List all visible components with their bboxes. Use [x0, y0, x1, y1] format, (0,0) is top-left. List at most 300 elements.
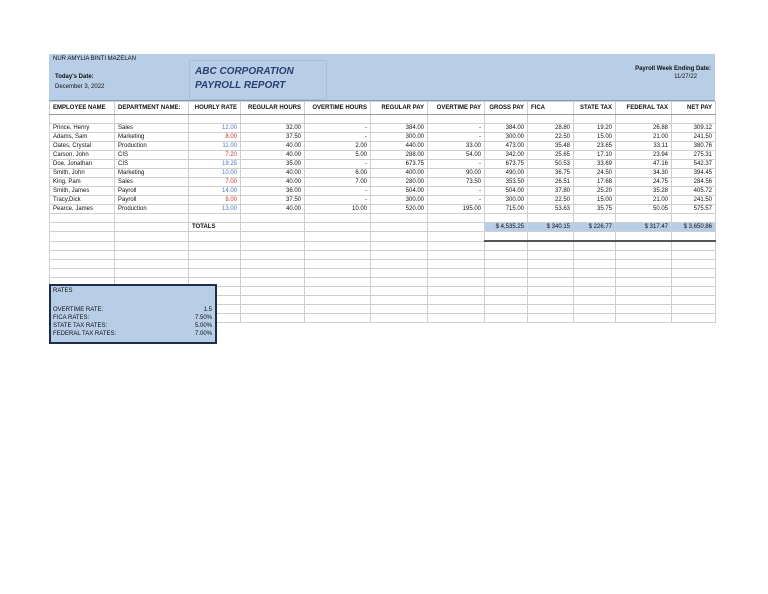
empty-cell[interactable]	[371, 269, 428, 278]
empty-cell[interactable]	[189, 232, 241, 242]
table-row	[50, 160, 716, 169]
empty-cell[interactable]	[115, 115, 189, 124]
cell-net[interactable]: 394.45	[672, 169, 716, 178]
empty-cell[interactable]	[672, 269, 716, 278]
cell-reg-pay[interactable]: 520.00	[371, 205, 428, 214]
cell-fica[interactable]: 25.65	[528, 151, 574, 160]
payroll-sheet	[49, 54, 715, 337]
cell-reg-pay[interactable]: 300.00	[371, 196, 428, 205]
cell-name[interactable]: Doe, Jonathan	[50, 160, 115, 169]
column-header[interactable]: STATE TAX	[574, 102, 616, 115]
empty-cell[interactable]	[485, 251, 528, 260]
report-title[interactable]: PAYROLL REPORT	[195, 80, 286, 91]
empty-cell[interactable]	[241, 269, 305, 278]
cell-reg-hours[interactable]: 36.00	[241, 187, 305, 196]
cell-state[interactable]: 19.20	[574, 124, 616, 133]
empty-cell[interactable]	[672, 241, 716, 251]
empty-cell[interactable]	[528, 269, 574, 278]
cell-rate[interactable]: 14.00	[189, 187, 241, 196]
cell-name[interactable]: Tracy,Dick	[50, 196, 115, 205]
cell-fica[interactable]: 28.80	[528, 124, 574, 133]
cell-gross[interactable]: 504.00	[485, 187, 528, 196]
cell-state[interactable]: 17.68	[574, 178, 616, 187]
empty-cell[interactable]	[428, 287, 485, 296]
empty-cell[interactable]	[528, 314, 574, 323]
empty-cell[interactable]	[50, 223, 115, 232]
cell-net[interactable]: 380.76	[672, 142, 716, 151]
cell-federal[interactable]: 33.11	[616, 142, 672, 151]
cell-name[interactable]: Adams, Sam	[50, 133, 115, 142]
empty-cell[interactable]	[672, 287, 716, 296]
empty-cell[interactable]	[305, 223, 371, 232]
empty-cell[interactable]	[305, 232, 371, 242]
cell-rate[interactable]: 8.00	[189, 133, 241, 142]
cell-gross[interactable]: 384.00	[485, 124, 528, 133]
empty-cell[interactable]	[528, 251, 574, 260]
cell-ot-hours[interactable]: 7.00	[305, 178, 371, 187]
empty-cell[interactable]	[189, 269, 241, 278]
cell-gross[interactable]: 353.50	[485, 178, 528, 187]
cell-federal[interactable]: 24.75	[616, 178, 672, 187]
cell-dept[interactable]: Payroll	[115, 196, 189, 205]
empty-cell[interactable]	[305, 251, 371, 260]
empty-cell[interactable]	[574, 241, 616, 251]
empty-row	[50, 232, 716, 242]
empty-cell[interactable]	[371, 296, 428, 305]
empty-cell[interactable]	[616, 269, 672, 278]
total-state[interactable]: $ 226.77	[574, 223, 616, 232]
empty-cell[interactable]	[574, 232, 616, 242]
table-row	[50, 205, 716, 214]
cell-state[interactable]: 15.00	[574, 133, 616, 142]
empty-cell[interactable]	[371, 115, 428, 124]
cell-fica[interactable]: 37.80	[528, 187, 574, 196]
empty-cell[interactable]	[574, 296, 616, 305]
cell-gross[interactable]: 715.00	[485, 205, 528, 214]
cell-state[interactable]: 33.69	[574, 160, 616, 169]
column-header[interactable]: OVERTIME HOURS	[305, 102, 371, 115]
empty-cell[interactable]	[528, 278, 574, 287]
empty-cell[interactable]	[616, 241, 672, 251]
cell-ot-pay[interactable]: -	[428, 133, 485, 142]
empty-cell[interactable]	[528, 115, 574, 124]
cell-fica[interactable]: 50.53	[528, 160, 574, 169]
empty-cell[interactable]	[428, 251, 485, 260]
cell-name[interactable]: Prince, Henry	[50, 124, 115, 133]
rates-title[interactable]: RATES	[53, 288, 73, 294]
column-header[interactable]: REGULAR PAY	[371, 102, 428, 115]
cell-net[interactable]: 284.56	[672, 178, 716, 187]
empty-cell[interactable]	[305, 287, 371, 296]
cell-rate[interactable]: 8.00	[189, 196, 241, 205]
column-header[interactable]: OVERTIME PAY	[428, 102, 485, 115]
empty-cell[interactable]	[485, 269, 528, 278]
cell-ot-pay[interactable]: -	[428, 187, 485, 196]
empty-cell[interactable]	[616, 115, 672, 124]
empty-cell[interactable]	[574, 278, 616, 287]
empty-cell[interactable]	[616, 232, 672, 242]
cell-fica[interactable]: 36.75	[528, 169, 574, 178]
rate-label: FICA RATES:	[53, 315, 90, 321]
cell-gross[interactable]: 342.00	[485, 151, 528, 160]
empty-cell[interactable]	[241, 314, 305, 323]
cell-net[interactable]: 542.37	[672, 160, 716, 169]
cell-rate[interactable]: 13.00	[189, 205, 241, 214]
empty-cell[interactable]	[189, 115, 241, 124]
empty-cell[interactable]	[428, 241, 485, 251]
cell-ot-pay[interactable]: 54.00	[428, 151, 485, 160]
cell-federal[interactable]: 23.94	[616, 151, 672, 160]
empty-cell[interactable]	[485, 232, 528, 242]
empty-cell[interactable]	[528, 232, 574, 242]
empty-cell[interactable]	[672, 305, 716, 314]
cell-ot-hours[interactable]: 5.00	[305, 151, 371, 160]
empty-cell[interactable]	[428, 269, 485, 278]
empty-cell[interactable]	[428, 232, 485, 242]
period-label[interactable]: Payroll Week Ending Date:	[635, 66, 711, 72]
empty-cell[interactable]	[371, 223, 428, 232]
empty-cell[interactable]	[485, 115, 528, 124]
empty-cell[interactable]	[115, 214, 189, 223]
cell-ot-pay[interactable]: -	[428, 196, 485, 205]
empty-cell[interactable]	[428, 305, 485, 314]
empty-cell[interactable]	[672, 278, 716, 287]
empty-cell[interactable]	[574, 251, 616, 260]
empty-cell[interactable]	[428, 314, 485, 323]
empty-cell[interactable]	[189, 251, 241, 260]
cell-ot-pay[interactable]: 195.00	[428, 205, 485, 214]
cell-rate[interactable]: 12.00	[189, 124, 241, 133]
empty-cell[interactable]	[616, 296, 672, 305]
empty-cell[interactable]	[50, 260, 115, 269]
empty-cell[interactable]	[305, 241, 371, 251]
cell-reg-hours[interactable]: 40.00	[241, 169, 305, 178]
cell-federal[interactable]: 34.30	[616, 169, 672, 178]
cell-state[interactable]: 23.65	[574, 142, 616, 151]
empty-cell[interactable]	[672, 260, 716, 269]
total-gross[interactable]: $ 4,535.25	[485, 223, 528, 232]
rate-row[interactable]	[53, 306, 212, 314]
cell-federal[interactable]: 47.16	[616, 160, 672, 169]
empty-cell[interactable]	[241, 223, 305, 232]
empty-cell[interactable]	[428, 223, 485, 232]
cell-dept[interactable]: Production	[115, 142, 189, 151]
cell-reg-pay[interactable]: 300.00	[371, 133, 428, 142]
column-header[interactable]: FICA	[528, 102, 574, 115]
empty-cell[interactable]	[574, 214, 616, 223]
cell-rate[interactable]: 19.25	[189, 160, 241, 169]
empty-cell[interactable]	[616, 278, 672, 287]
empty-cell[interactable]	[574, 314, 616, 323]
cell-reg-hours[interactable]: 32.00	[241, 124, 305, 133]
cell-fica[interactable]: 22.50	[528, 133, 574, 142]
column-header[interactable]: DEPARTMENT NAME:	[115, 102, 189, 115]
today-value[interactable]: December 3, 2022	[55, 84, 105, 90]
empty-cell[interactable]	[428, 278, 485, 287]
empty-row	[50, 241, 716, 251]
table-row	[50, 151, 716, 160]
empty-cell[interactable]	[371, 314, 428, 323]
cell-ot-hours[interactable]: 10.00	[305, 205, 371, 214]
column-header[interactable]: FEDERAL TAX	[616, 102, 672, 115]
empty-cell[interactable]	[371, 232, 428, 242]
empty-cell[interactable]	[371, 287, 428, 296]
empty-cell[interactable]	[115, 223, 189, 232]
cell-reg-pay[interactable]: 504.00	[371, 187, 428, 196]
cell-reg-hours[interactable]: 37.50	[241, 133, 305, 142]
cell-fica[interactable]: 22.50	[528, 196, 574, 205]
empty-cell[interactable]	[428, 296, 485, 305]
author-name[interactable]: NUR AMYLIA BINTI MAZELAN	[53, 56, 137, 62]
cell-net[interactable]: 241.50	[672, 133, 716, 142]
cell-fica[interactable]: 35.48	[528, 142, 574, 151]
empty-cell[interactable]	[371, 241, 428, 251]
cell-state[interactable]: 35.75	[574, 205, 616, 214]
cell-dept[interactable]: Marketing	[115, 133, 189, 142]
empty-cell[interactable]	[616, 260, 672, 269]
empty-row	[50, 269, 716, 278]
cell-net[interactable]: 275.31	[672, 151, 716, 160]
column-header[interactable]: HOURLY RATE	[189, 102, 241, 115]
empty-cell[interactable]	[528, 260, 574, 269]
empty-cell[interactable]	[485, 214, 528, 223]
table-row	[50, 133, 716, 142]
table-row	[50, 169, 716, 178]
empty-cell[interactable]	[50, 269, 115, 278]
cell-name[interactable]: Smith, James	[50, 187, 115, 196]
cell-reg-pay[interactable]: 440.00	[371, 142, 428, 151]
empty-cell[interactable]	[241, 251, 305, 260]
cell-dept[interactable]: Payroll	[115, 187, 189, 196]
empty-cell[interactable]	[574, 287, 616, 296]
empty-cell[interactable]	[115, 241, 189, 251]
cell-ot-hours[interactable]: -	[305, 124, 371, 133]
cell-ot-pay[interactable]: 73.50	[428, 178, 485, 187]
empty-cell[interactable]	[616, 314, 672, 323]
empty-cell[interactable]	[305, 214, 371, 223]
empty-cell[interactable]	[428, 214, 485, 223]
empty-cell[interactable]	[115, 260, 189, 269]
empty-cell[interactable]	[485, 260, 528, 269]
empty-cell[interactable]	[305, 269, 371, 278]
empty-cell[interactable]	[428, 115, 485, 124]
cell-federal[interactable]: 21.00	[616, 196, 672, 205]
empty-cell[interactable]	[371, 278, 428, 287]
cell-reg-pay[interactable]: 384.00	[371, 124, 428, 133]
empty-cell[interactable]	[189, 260, 241, 269]
cell-name[interactable]: King, Pam	[50, 178, 115, 187]
empty-cell[interactable]	[305, 305, 371, 314]
period-value[interactable]: 11/27/22	[674, 74, 697, 80]
empty-cell[interactable]	[305, 296, 371, 305]
empty-cell[interactable]	[305, 278, 371, 287]
cell-name[interactable]: Smith, John	[50, 169, 115, 178]
empty-cell[interactable]	[305, 115, 371, 124]
cell-rate[interactable]: 7.20	[189, 151, 241, 160]
empty-cell[interactable]	[616, 251, 672, 260]
cell-net[interactable]: 575.57	[672, 205, 716, 214]
empty-cell[interactable]	[371, 305, 428, 314]
empty-cell[interactable]	[485, 278, 528, 287]
empty-cell[interactable]	[305, 314, 371, 323]
cell-dept[interactable]: CIS	[115, 160, 189, 169]
cell-ot-pay[interactable]: -	[428, 160, 485, 169]
cell-federal[interactable]: 35.28	[616, 187, 672, 196]
empty-cell[interactable]	[305, 260, 371, 269]
empty-cell[interactable]	[189, 214, 241, 223]
cell-ot-hours[interactable]: 2.00	[305, 142, 371, 151]
empty-cell[interactable]	[485, 305, 528, 314]
cell-gross[interactable]: 473.00	[485, 142, 528, 151]
empty-cell[interactable]	[574, 260, 616, 269]
cell-ot-hours[interactable]: -	[305, 196, 371, 205]
rate-row[interactable]	[53, 322, 212, 330]
empty-cell[interactable]	[241, 278, 305, 287]
empty-cell[interactable]	[528, 305, 574, 314]
cell-fica[interactable]: 53.63	[528, 205, 574, 214]
cell-name[interactable]: Carson, John	[50, 151, 115, 160]
cell-dept[interactable]: Sales	[115, 124, 189, 133]
empty-cell[interactable]	[528, 241, 574, 251]
empty-cell[interactable]	[50, 214, 115, 223]
cell-ot-pay[interactable]: -	[428, 124, 485, 133]
column-header[interactable]: GROSS PAY	[485, 102, 528, 115]
empty-cell[interactable]	[485, 241, 528, 251]
cell-reg-hours[interactable]: 40.00	[241, 142, 305, 151]
empty-cell[interactable]	[574, 305, 616, 314]
empty-cell[interactable]	[371, 214, 428, 223]
cell-ot-hours[interactable]: -	[305, 133, 371, 142]
cell-net[interactable]: 309.12	[672, 124, 716, 133]
empty-cell[interactable]	[50, 241, 115, 251]
empty-cell[interactable]	[672, 251, 716, 260]
cell-gross[interactable]: 300.00	[485, 133, 528, 142]
cell-name[interactable]: Pearce, James	[50, 205, 115, 214]
empty-cell[interactable]	[241, 232, 305, 242]
cell-rate[interactable]: 7.00	[189, 178, 241, 187]
empty-cell[interactable]	[371, 251, 428, 260]
empty-cell[interactable]	[428, 260, 485, 269]
column-header[interactable]: NET PAY	[672, 102, 716, 115]
empty-cell[interactable]	[528, 287, 574, 296]
cell-gross[interactable]: 490.00	[485, 169, 528, 178]
total-net[interactable]: $ 3,650.86	[672, 223, 716, 232]
cell-ot-pay[interactable]: 90.00	[428, 169, 485, 178]
empty-cell[interactable]	[616, 305, 672, 314]
cell-federal[interactable]: 26.88	[616, 124, 672, 133]
rate-value: 7.50%	[194, 315, 212, 321]
cell-reg-hours[interactable]: 40.00	[241, 205, 305, 214]
table-row	[50, 142, 716, 151]
cell-state[interactable]: 25.20	[574, 187, 616, 196]
cell-reg-hours[interactable]: 35.00	[241, 160, 305, 169]
today-label[interactable]: Today's Date:	[55, 74, 94, 80]
total-fica[interactable]: $ 340.15	[528, 223, 574, 232]
cell-ot-hours[interactable]: 6.00	[305, 169, 371, 178]
cell-reg-pay[interactable]: 673.75	[371, 160, 428, 169]
cell-net[interactable]: 405.72	[672, 187, 716, 196]
empty-cell[interactable]	[616, 287, 672, 296]
empty-cell[interactable]	[241, 241, 305, 251]
empty-cell[interactable]	[528, 296, 574, 305]
rate-label: STATE TAX RATES:	[53, 323, 108, 329]
cell-reg-pay[interactable]: 400.00	[371, 169, 428, 178]
empty-cell[interactable]	[371, 260, 428, 269]
cell-reg-pay[interactable]: 280.00	[371, 178, 428, 187]
column-header[interactable]: EMPLOYEE NAME	[50, 102, 115, 115]
empty-cell[interactable]	[672, 314, 716, 323]
empty-cell[interactable]	[189, 241, 241, 251]
cell-reg-hours[interactable]: 40.00	[241, 151, 305, 160]
cell-rate[interactable]: 11.00	[189, 142, 241, 151]
empty-cell[interactable]	[485, 314, 528, 323]
cell-state[interactable]: 15.00	[574, 196, 616, 205]
empty-cell[interactable]	[528, 214, 574, 223]
empty-cell[interactable]	[485, 296, 528, 305]
cell-dept[interactable]: Sales	[115, 178, 189, 187]
cell-reg-hours[interactable]: 40.00	[241, 178, 305, 187]
empty-cell[interactable]	[672, 115, 716, 124]
empty-cell[interactable]	[115, 269, 189, 278]
empty-cell[interactable]	[241, 287, 305, 296]
cell-name[interactable]: Oates, Crystal	[50, 142, 115, 151]
empty-cell[interactable]	[50, 232, 115, 242]
cell-ot-hours[interactable]: -	[305, 187, 371, 196]
rate-value: 5.00%	[194, 323, 212, 329]
cell-ot-pay[interactable]: 33.00	[428, 142, 485, 151]
empty-cell[interactable]	[485, 287, 528, 296]
empty-cell[interactable]	[115, 232, 189, 242]
cell-dept[interactable]: CIS	[115, 151, 189, 160]
empty-cell[interactable]	[574, 269, 616, 278]
cell-dept[interactable]: Marketing	[115, 169, 189, 178]
rate-row[interactable]	[53, 330, 212, 338]
cell-rate[interactable]: 10.00	[189, 169, 241, 178]
empty-cell[interactable]	[241, 296, 305, 305]
cell-state[interactable]: 24.50	[574, 169, 616, 178]
empty-cell[interactable]	[241, 115, 305, 124]
empty-cell[interactable]	[115, 251, 189, 260]
column-header[interactable]: REGULAR HOURS	[241, 102, 305, 115]
cell-gross[interactable]: 300.00	[485, 196, 528, 205]
cell-federal[interactable]: 21.00	[616, 133, 672, 142]
cell-ot-hours[interactable]: -	[305, 160, 371, 169]
cell-reg-hours[interactable]: 37.50	[241, 196, 305, 205]
empty-cell[interactable]	[672, 296, 716, 305]
rate-row[interactable]	[53, 314, 212, 322]
empty-cell[interactable]	[241, 214, 305, 223]
empty-cell[interactable]	[574, 115, 616, 124]
empty-cell[interactable]	[672, 214, 716, 223]
empty-cell[interactable]	[241, 260, 305, 269]
empty-cell[interactable]	[50, 251, 115, 260]
empty-cell[interactable]	[50, 115, 115, 124]
spacer-row	[50, 115, 716, 124]
empty-cell[interactable]	[672, 232, 716, 242]
cell-dept[interactable]: Production	[115, 205, 189, 214]
cell-gross[interactable]: 673.75	[485, 160, 528, 169]
totals-label[interactable]: TOTALS	[189, 223, 241, 232]
cell-federal[interactable]: 50.05	[616, 205, 672, 214]
cell-net[interactable]: 241.50	[672, 196, 716, 205]
cell-reg-pay[interactable]: 288.00	[371, 151, 428, 160]
cell-fica[interactable]: 26.51	[528, 178, 574, 187]
cell-state[interactable]: 17.10	[574, 151, 616, 160]
empty-cell[interactable]	[241, 305, 305, 314]
empty-cell[interactable]	[616, 214, 672, 223]
total-federal[interactable]: $ 317.47	[616, 223, 672, 232]
company-title[interactable]: ABC CORPORATION	[195, 66, 294, 77]
